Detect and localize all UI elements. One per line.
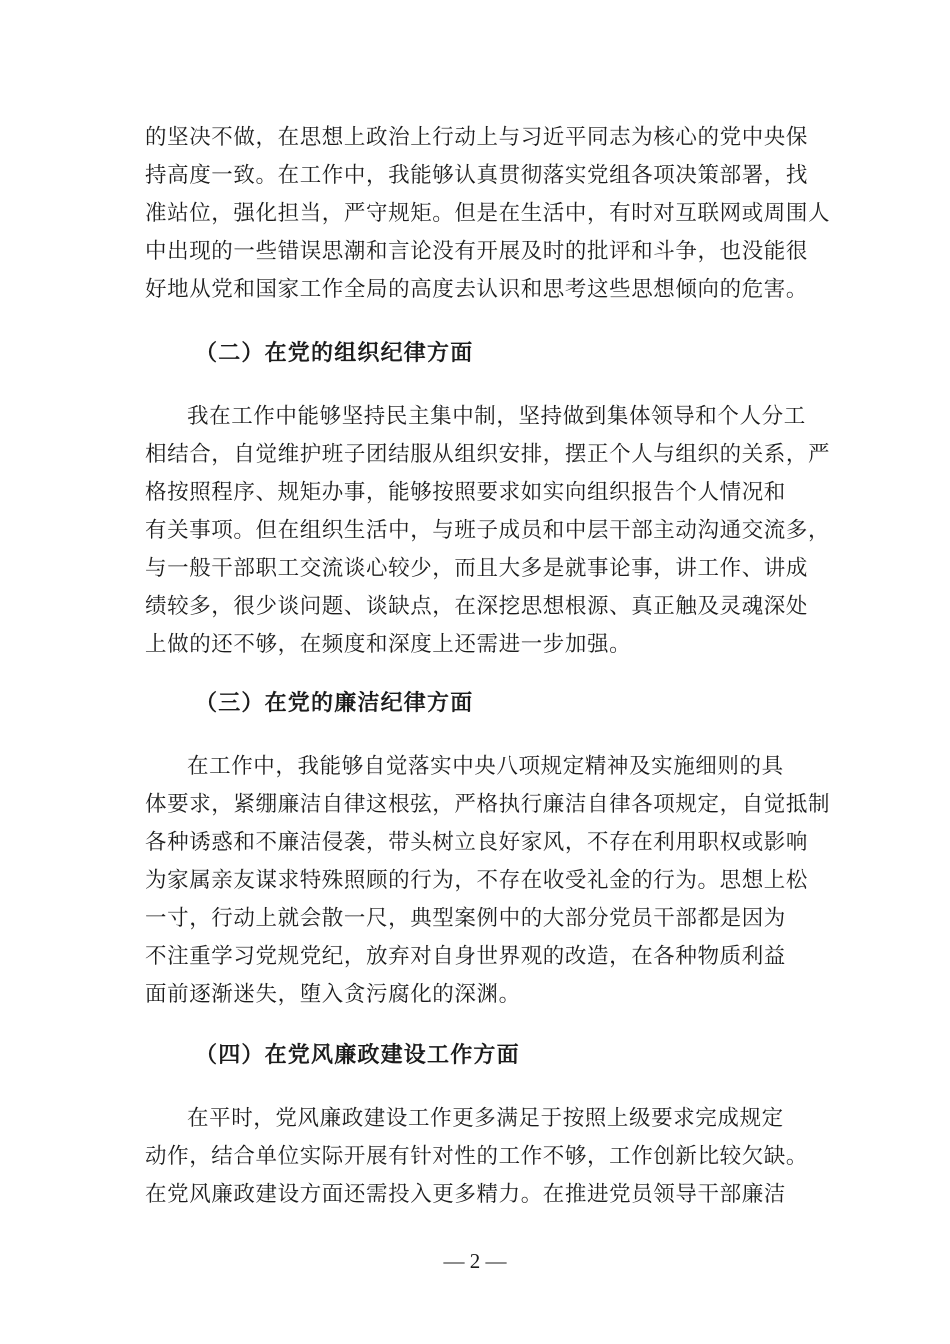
text-line: 在平时，党风廉政建设工作更多满足于按照上级要求完成规定 xyxy=(187,1106,784,1131)
text-line: 中出现的一些错误思潮和言论没有开展及时的批评和斗争，也没能很 xyxy=(145,239,809,264)
text-line: 面前逐渐迷失，堕入贪污腐化的深渊。 xyxy=(145,982,521,1007)
text-line: 绩较多，很少谈问题、谈缺点，在深挖思想根源、真正触及灵魂深处 xyxy=(145,594,809,619)
text-line: 一寸，行动上就会散一尺，典型案例中的大部分党员干部都是因为 xyxy=(145,906,786,931)
text-line: 为家属亲友谋求特殊照顾的行为，不存在收受礼金的行为。思想上松 xyxy=(145,868,809,893)
text-line: 各种诱惑和不廉洁侵袭，带头树立良好家风，不存在利用职权或影响 xyxy=(145,830,809,855)
text-line: 在党风廉政建设方面还需投入更多精力。在推进党员领导干部廉洁 xyxy=(145,1182,786,1207)
text-line: 有关事项。但在组织生活中，与班子成员和中层干部主动沟通交流多， xyxy=(145,518,831,543)
section-heading: （三）在党的廉洁纪律方面 xyxy=(195,691,474,716)
text-line: 我在工作中能够坚持民主集中制，坚持做到集体领导和个人分工 xyxy=(187,404,806,429)
text-line: 动作，结合单位实际开展有针对性的工作不够，工作创新比较欠缺。 xyxy=(145,1144,809,1169)
text-line: 与一般干部职工交流谈心较少，而且大多是就事论事，讲工作、讲成 xyxy=(145,556,809,581)
text-line: 准站位，强化担当，严守规矩。但是在生活中，有时对互联网或周围人 xyxy=(145,201,831,226)
text-line: 好地从党和国家工作全局的高度去认识和思考这些思想倾向的危害。 xyxy=(145,277,809,302)
text-line: 上做的还不够，在频度和深度上还需进一步加强。 xyxy=(145,632,632,657)
page-number: — 2 — xyxy=(443,1249,507,1273)
text-line: 格按照程序、规矩办事，能够按照要求如实向组织报告个人情况和 xyxy=(145,480,786,505)
section-heading: （二）在党的组织纪律方面 xyxy=(195,341,474,366)
text-line: 的坚决不做，在思想上政治上行动上与习近平同志为核心的党中央保 xyxy=(145,125,809,150)
text-line: 持高度一致。在工作中，我能够认真贯彻落实党组各项决策部署，找 xyxy=(145,163,809,188)
text-line: 不注重学习党规党纪，放弃对自身世界观的改造，在各种物质利益 xyxy=(145,944,786,969)
text-line: 相结合，自觉维护班子团结服从组织安排，摆正个人与组织的关系，严 xyxy=(145,442,831,467)
section-heading: （四）在党风廉政建设工作方面 xyxy=(195,1043,520,1068)
text-line: 体要求，紧绷廉洁自律这根弦，严格执行廉洁自律各项规定，自觉抵制 xyxy=(145,792,831,817)
text-line: 在工作中，我能够自觉落实中央八项规定精神及实施细则的具 xyxy=(187,754,784,779)
